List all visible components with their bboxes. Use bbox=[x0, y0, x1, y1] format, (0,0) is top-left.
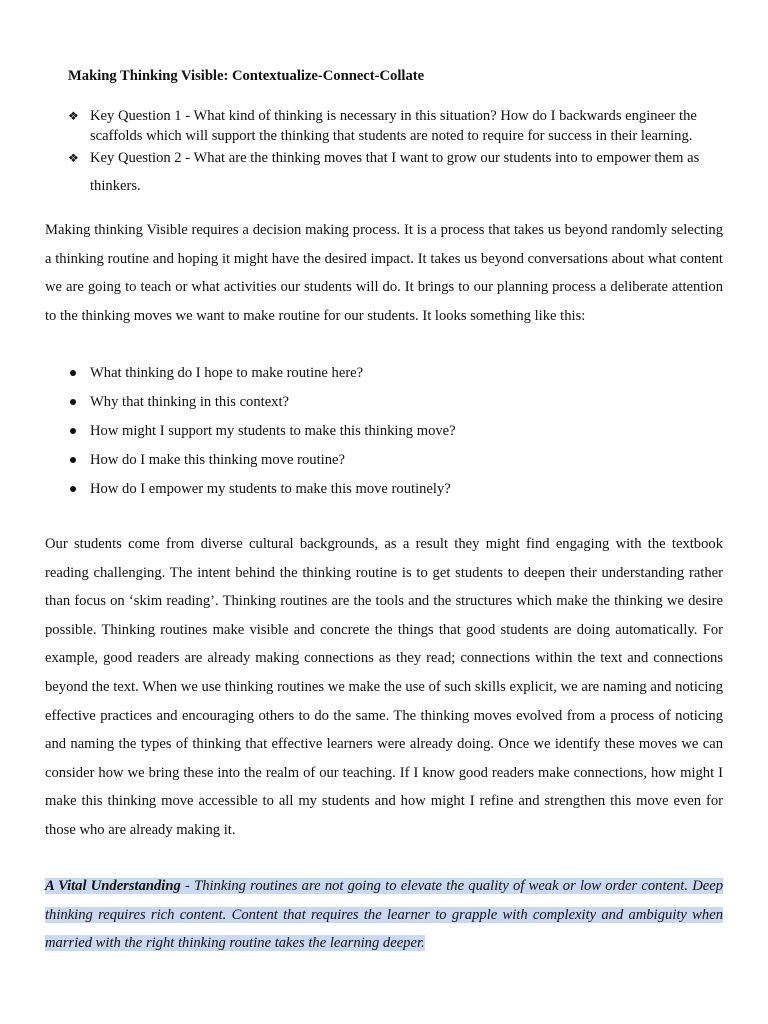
bullet-dot-icon bbox=[70, 457, 76, 463]
list-item bbox=[68, 475, 456, 504]
list-item-text: How might I support my students to make this thinking move? bbox=[90, 423, 456, 439]
bullet-dot-icon bbox=[70, 428, 76, 434]
bullet-dot-icon bbox=[70, 399, 76, 405]
list-item-text: Why that thinking in this context? bbox=[90, 394, 290, 410]
vital-understanding-paragraph bbox=[45, 872, 723, 958]
list-item bbox=[68, 417, 456, 446]
page-title: Making Thinking Visible: Contextualize-Connect-Collate bbox=[68, 68, 425, 84]
key-question-1-text: Key Question 1 - What kind of thinking is necessary in this situation? How do I backwards engineer the scaffolds which will support the thinking that students are noted to require for success in their learning. bbox=[90, 108, 697, 144]
list-item-text: How do I empower my students to make this move routinely? bbox=[90, 481, 451, 497]
body-paragraph: Our students come from diverse cultural backgrounds, as a result they might find engaging with the textbook reading challenging. The intent behind the thinking routine is to get students to deepen their understanding rather than focus on ‘skim reading’. Thinking routines are the tools and the structures which make the thinking we desire possible. Thinking routines make visible and concrete the things that good students are doing automatically. For example, good readers are already making connections as they read; connections within the text and connections beyond the text. When we use thinking routines we make the use of such skills explicit, we are naming and noticing effective practices and encouraging others to do the same. The thinking moves evolved from a process of noticing and naming the types of thinking that effective learners were already doing. Once we identify these moves we can consider how we bring these into the realm of our teaching. If I know good readers make connections, how might I make this thinking move accessible to all my students and how might I refine and strengthen this move even for those who are already making it. bbox=[45, 536, 723, 838]
key-question-2-text: Key Question 2 - What are the thinking moves that I want to grow our students into to empower them as thinkers. bbox=[90, 150, 700, 194]
key-questions-list bbox=[66, 106, 726, 200]
list-item bbox=[68, 388, 456, 417]
thinking-questions-list bbox=[68, 359, 456, 504]
vital-understanding-label: A Vital Understanding bbox=[45, 878, 181, 894]
bullet-dot-icon bbox=[70, 486, 76, 492]
vital-understanding-text: - Thinking routines are not going to elevate the quality of weak or low order content. Deep thinking requires rich content. Content that requires the learner to grapple with complexity and ambiguity when married with the right thinking routine takes the learning deeper. bbox=[45, 878, 723, 952]
list-item-text: How do I make this thinking move routine? bbox=[90, 452, 345, 468]
bullet-dot-icon bbox=[70, 370, 76, 376]
list-item-text: What thinking do I hope to make routine here? bbox=[90, 365, 364, 381]
intro-paragraph: Making thinking Visible requires a decision making process. It is a process that takes us beyond randomly selecting a thinking routine and hoping it might have the desired impact. It takes us beyond conversations about what content we are going to teach or what activities our students will do. It brings to our planning process a deliberate attention to the thinking moves we want to make routine for our students. It looks something like this: bbox=[45, 222, 723, 324]
list-item bbox=[68, 359, 456, 388]
diamond-bullet-icon: ❖ bbox=[68, 151, 79, 165]
list-item bbox=[68, 446, 456, 475]
diamond-bullet-icon: ❖ bbox=[68, 109, 79, 123]
key-question-1 bbox=[66, 106, 726, 146]
key-question-2 bbox=[66, 144, 726, 200]
